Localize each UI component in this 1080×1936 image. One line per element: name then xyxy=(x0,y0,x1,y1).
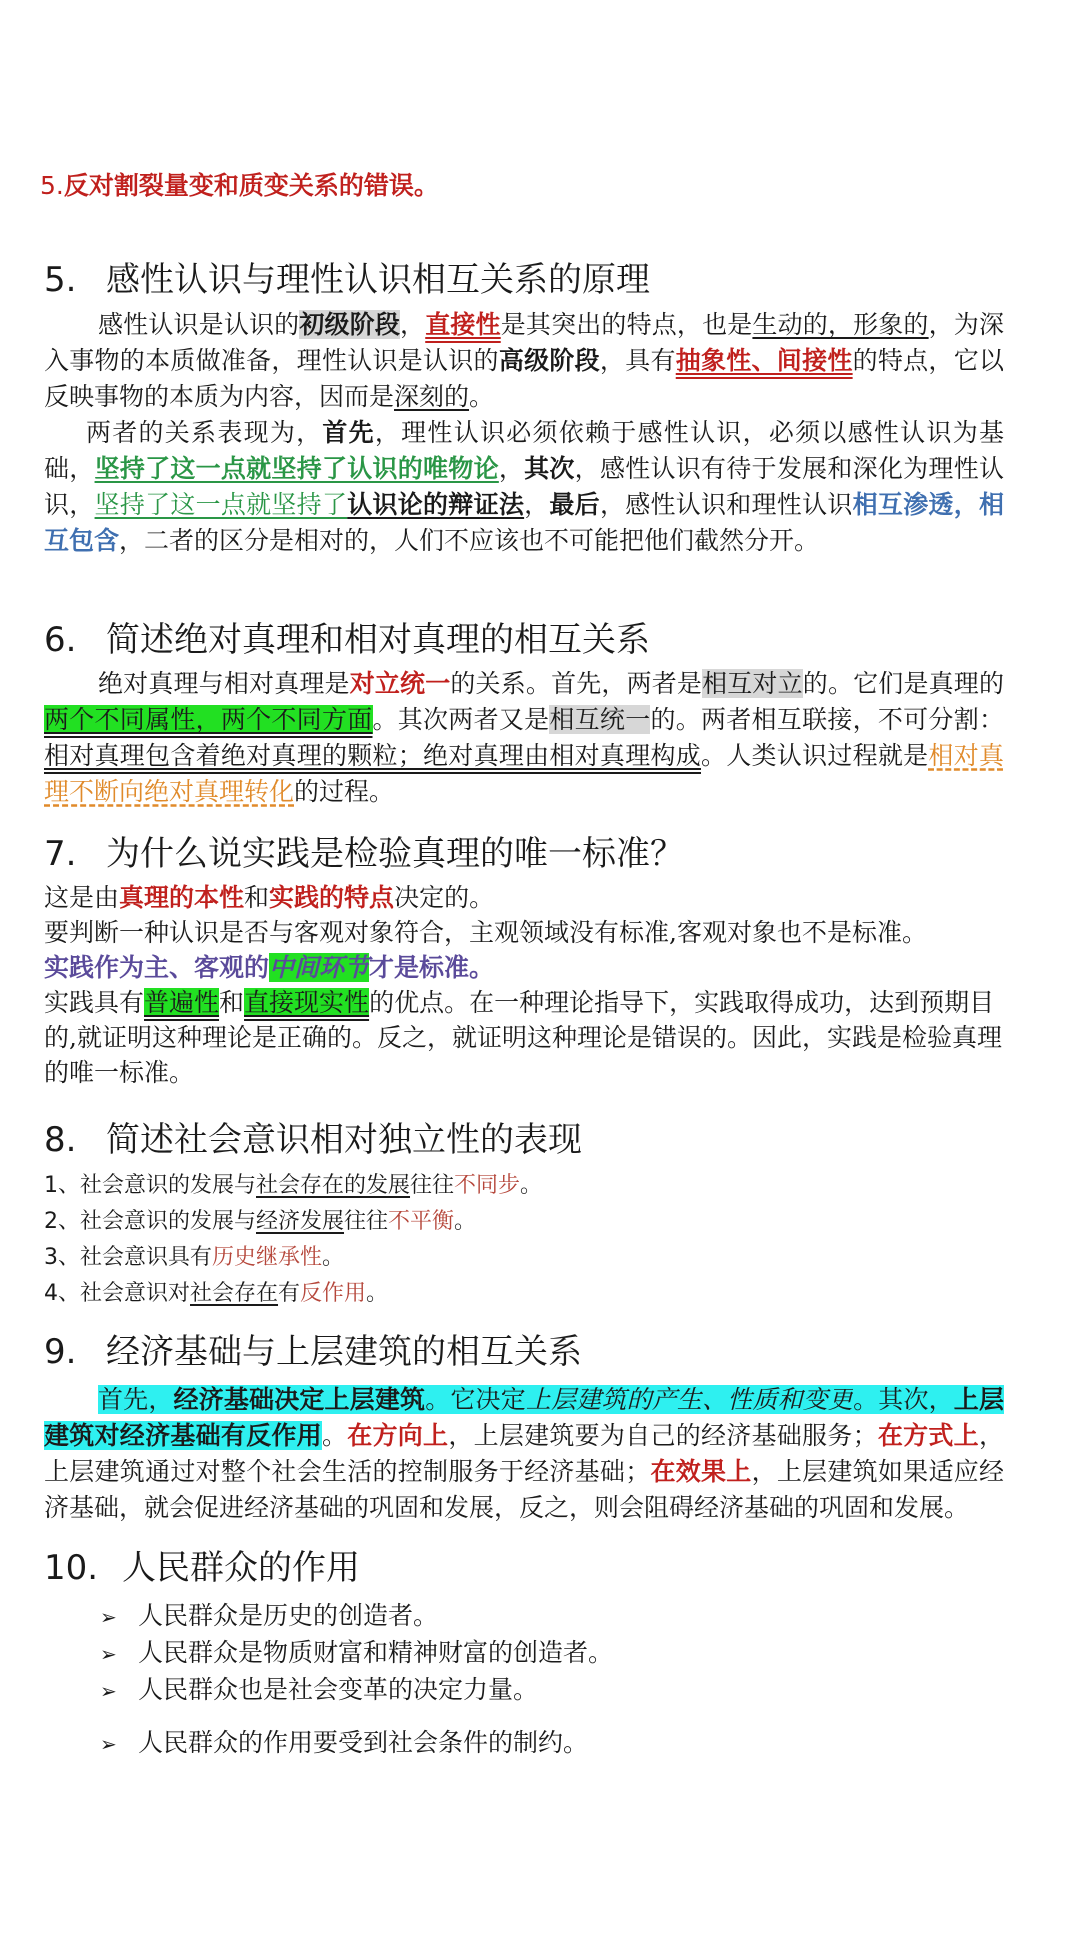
list-item: 1、社会意识的发展与社会存在的发展往往不同步。 xyxy=(44,1173,543,1198)
list-item: ➢ 人民群众的作用要受到社会条件的制约。 xyxy=(100,1725,613,1762)
section-6-paragraph: 绝对真理与相对真理是对立统一的关系。首先，两者是相互对立的。它们是真理的两个不同属性，两个不同方面。其次两者又是相互统一的。两者相互联接，不可分割：相对真理包含着绝对真理的颗粒；绝对真理由相对真理构成。人类认识过程就是相对真理不断向绝对真理转化的过程。 xyxy=(44,669,1004,806)
arrow-bullet-icon: ➢ xyxy=(100,1642,117,1666)
section-10-heading: 10. 人民群众的作用 xyxy=(44,1548,360,1588)
section-7-line-3: 实践作为主、客观的中间环节才是标准。 xyxy=(44,953,495,982)
section-9-paragraph: 首先，经济基础决定上层建筑。它决定上层建筑的产生、性质和变更。其次，上层建筑对经济基础有反作用。在方向上，上层建筑要为自己的经济基础服务；在方式上，上层建筑通过对整个社会生活的控制服务于经济基础；在效果上，上层建筑如果适应经济基础，就会促进经济基础的巩固和发展，反之，则会阻碍经济基础的巩固和发展。 xyxy=(44,1385,1004,1522)
section-9-heading: 9. 经济基础与上层建筑的相互关系 xyxy=(44,1332,582,1372)
section-10-list xyxy=(100,1598,613,1762)
section-6-heading: 6. 简述绝对真理和相对真理的相互关系 xyxy=(44,620,650,660)
section-5-paragraph-2: 两者的关系表现为，首先，理性认识必须依赖于感性认识，必须以感性认识为基础，坚持了这一点就坚持了认识的唯物论，其次，感性认识有待于发展和深化为理性认识，坚持了这一点就坚持了认识论的辩证法，最后，感性认识和理性认识相互渗透，相互包含，二者的区分是相对的，人们不应该也不可能把他们截然分开。 xyxy=(44,418,1004,555)
list-item: 4、社会意识对社会存在有反作用。 xyxy=(44,1281,389,1306)
section-7-heading: 7. 为什么说实践是检验真理的唯一标准？ xyxy=(44,834,684,874)
section-8-heading: 8. 简述社会意识相对独立性的表现 xyxy=(44,1120,582,1160)
section-7-body xyxy=(44,880,1004,1090)
section-7-line-1: 这是由真理的本性和实践的特点决定的。 xyxy=(44,883,495,912)
section-5-paragraph-1: 感性认识是认识的初级阶段，直接性是其突出的特点，也是生动的，形象的，为深入事物的本质做准备，理性认识是认识的高级阶段，具有抽象性、间接性的特点，它以反映事物的本质为内容，因而是深刻的。 xyxy=(44,310,1004,411)
list-item: ➢ 人民群众是物质财富和精神财富的创造者。 xyxy=(100,1635,613,1672)
list-item: 3、社会意识具有历史继承性。 xyxy=(44,1245,345,1270)
list-item: 2、社会意识的发展与经济发展往往不平衡。 xyxy=(44,1209,477,1234)
intro-line: 5.反对割裂量变和质变关系的错误。 xyxy=(40,171,439,200)
section-8-list xyxy=(44,1168,542,1312)
section-5-heading: 5. 感性认识与理性认识相互关系的原理 xyxy=(44,260,650,300)
arrow-bullet-icon: ➢ xyxy=(100,1732,117,1756)
section-7-line-2: 要判断一种认识是否与客观对象符合，主观领域没有标准,客观对象也不是标准。 xyxy=(44,918,927,947)
arrow-bullet-icon: ➢ xyxy=(100,1679,117,1703)
list-item: ➢ 人民群众是历史的创造者。 xyxy=(100,1598,613,1635)
list-item: ➢ 人民群众也是社会变革的决定力量。 xyxy=(100,1672,613,1709)
arrow-bullet-icon: ➢ xyxy=(100,1605,117,1629)
section-7-line-4: 实践具有普遍性和直接现实性的优点。在一种理论指导下，实践取得成功，达到预期目的,就证明这种理论是正确的。反之，就证明这种理论是错误的。因此，实践是检验真理的唯一标准。 xyxy=(44,988,1002,1087)
